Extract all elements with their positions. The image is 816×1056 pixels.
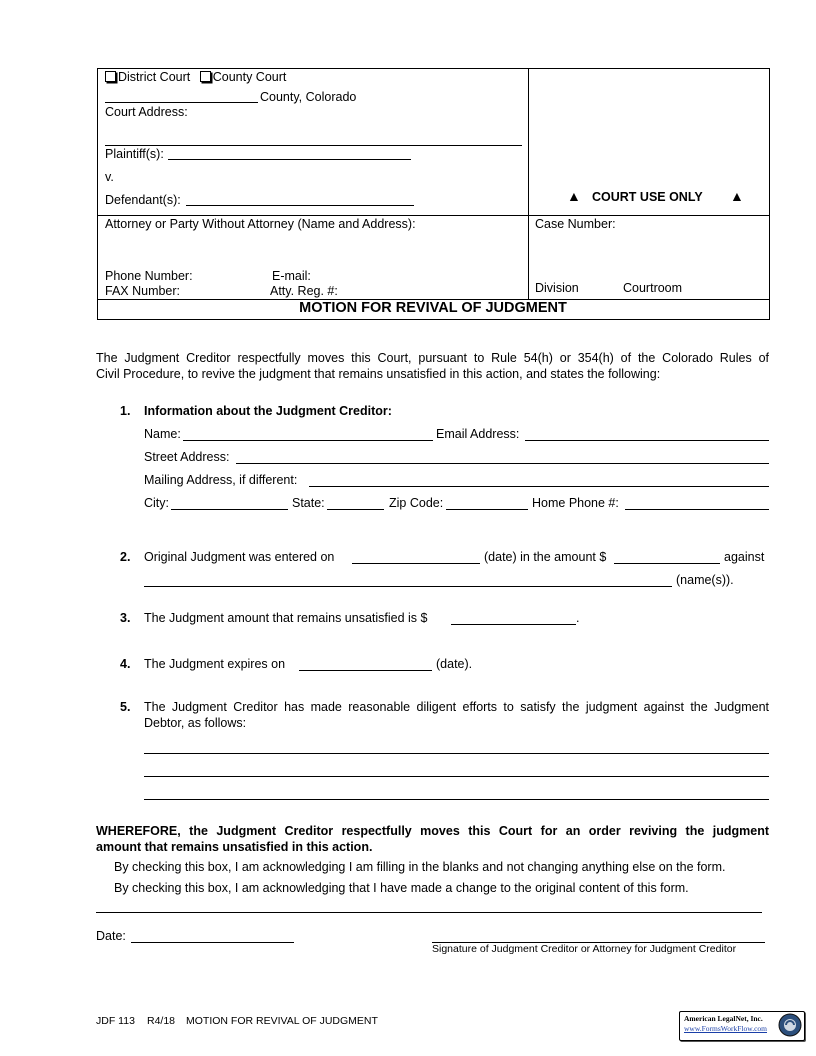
footer-form-title: MOTION FOR REVIVAL OF JUDGMENT (186, 1015, 378, 1027)
zip-label: Zip Code: (389, 496, 444, 510)
court-use-arrow-left-icon: ▲ (567, 188, 581, 204)
city-label: City: (144, 496, 169, 510)
district-court-label: District Court (118, 70, 191, 84)
plaintiff-label: Plaintiff(s): (105, 147, 164, 161)
zip-field[interactable] (446, 509, 528, 510)
caption-divider (528, 68, 529, 299)
home-phone-label: Home Phone #: (532, 496, 619, 510)
courtroom-label: Courtroom (623, 281, 683, 295)
item-1-number: 1. (120, 404, 131, 418)
fax-label: FAX Number: (105, 284, 181, 298)
acknowledge-no-changes-checkbox[interactable] (100, 860, 110, 872)
item-4-text-b: (date). (436, 657, 473, 671)
email-address-field[interactable] (525, 440, 769, 441)
judgment-debtor-names-field[interactable] (144, 586, 672, 587)
district-court-checkbox[interactable] (105, 71, 116, 82)
intro-line-1: The Judgment Creditor respectfully moves this Court, pursuant to Rule 54(h) or 354(h) of the Colorado Rules of (96, 351, 769, 365)
date-field[interactable] (131, 942, 294, 943)
phone-label: Phone Number: (105, 269, 193, 283)
wherefore-line-1: WHEREFORE, the Judgment Creditor respectfully moves this Court for an order reviving the judgment (96, 824, 769, 838)
name-label: Name: (144, 427, 181, 441)
item-3-text-a: The Judgment amount that remains unsatisfied is $ (144, 611, 428, 625)
mailing-address-label: Mailing Address, if different: (144, 473, 298, 487)
intro-line-2: Civil Procedure, to revive the judgment that remains unsatisfied in this action, and states the following: (96, 367, 661, 381)
item-5-line-2: Debtor, as follows: (144, 716, 247, 730)
item-2-text-b: (date) in the amount $ (484, 550, 607, 564)
wherefore-line-2: amount that remains unsatisfied in this action. (96, 840, 373, 854)
item-3-text-b: . (576, 611, 580, 625)
court-use-only-label: COURT USE ONLY (592, 190, 703, 204)
efforts-line-3[interactable] (144, 799, 769, 800)
signature-caption: Signature of Judgment Creditor or Attorney for Judgment Creditor (432, 943, 737, 955)
email-label: E-mail: (272, 269, 311, 283)
item-2-text-d: (name(s)). (676, 573, 734, 587)
street-address-label: Street Address: (144, 450, 230, 464)
mailing-address-field[interactable] (309, 486, 769, 487)
item-4-number: 4. (120, 657, 131, 671)
logo-website: www.FormsWorkFlow.com (684, 1024, 768, 1033)
acknowledge-changes-label: By checking this box, I am acknowledging that I have made a change to the original content of this form. (114, 881, 689, 895)
state-field[interactable] (327, 509, 384, 510)
county-court-checkbox[interactable] (200, 71, 211, 82)
efforts-line-2[interactable] (144, 776, 769, 777)
footer-form-id: JDF 113 (96, 1015, 135, 1027)
name-field[interactable] (183, 440, 433, 441)
item-2-text-c: against (724, 550, 765, 564)
item-1-heading: Information about the Judgment Creditor: (144, 404, 392, 418)
acknowledge-changes-checkbox[interactable] (100, 881, 110, 893)
defendant-label: Defendant(s): (105, 193, 181, 207)
defendant-field[interactable] (186, 205, 414, 206)
street-address-field[interactable] (236, 463, 769, 464)
home-phone-field[interactable] (625, 509, 769, 510)
footer-revision: R4/18 (147, 1015, 176, 1027)
division-label: Division (535, 281, 579, 295)
additional-line-field[interactable] (96, 912, 762, 913)
court-address-label: Court Address: (105, 105, 188, 119)
legalnet-logo[interactable] (679, 1011, 805, 1041)
city-field[interactable] (171, 509, 288, 510)
item-4-text-a: The Judgment expires on (144, 657, 286, 671)
item-5-number: 5. (120, 700, 131, 714)
globe-icon (778, 1013, 802, 1037)
unsatisfied-amount-field[interactable] (451, 624, 576, 625)
item-3-number: 3. (120, 611, 131, 625)
attorney-label: Attorney or Party Without Attorney (Name and Address): (105, 217, 416, 231)
county-state-label: County, Colorado (260, 90, 357, 104)
email-address-label: Email Address: (436, 427, 520, 441)
page-title: MOTION FOR REVIVAL OF JUDGMENT (299, 300, 567, 316)
efforts-line-1[interactable] (144, 753, 769, 754)
date-label: Date: (96, 929, 126, 943)
logo-company-name: American LegalNet, Inc. (684, 1014, 763, 1023)
county-name-field[interactable] (105, 102, 258, 103)
caption-row-divider (97, 215, 769, 216)
court-address-field[interactable] (105, 145, 522, 146)
judgment-date-field[interactable] (352, 563, 480, 564)
atty-reg-label: Atty. Reg. #: (270, 284, 338, 298)
state-label: State: (292, 496, 325, 510)
item-2-number: 2. (120, 550, 131, 564)
court-use-arrow-right-icon: ▲ (730, 188, 744, 204)
versus-label: v. (105, 170, 114, 184)
expiration-date-field[interactable] (299, 670, 432, 671)
item-2-text-a: Original Judgment was entered on (144, 550, 335, 564)
case-number-label: Case Number: (535, 217, 616, 231)
acknowledge-no-changes-label: By checking this box, I am acknowledging I am filling in the blanks and not changing anything else on the form. (114, 860, 726, 874)
county-court-label: County Court (212, 70, 287, 84)
item-5-line-1: The Judgment Creditor has made reasonable diligent efforts to satisfy the judgment against the Judgment (144, 700, 769, 714)
plaintiff-field[interactable] (168, 159, 411, 160)
judgment-amount-field[interactable] (614, 563, 720, 564)
